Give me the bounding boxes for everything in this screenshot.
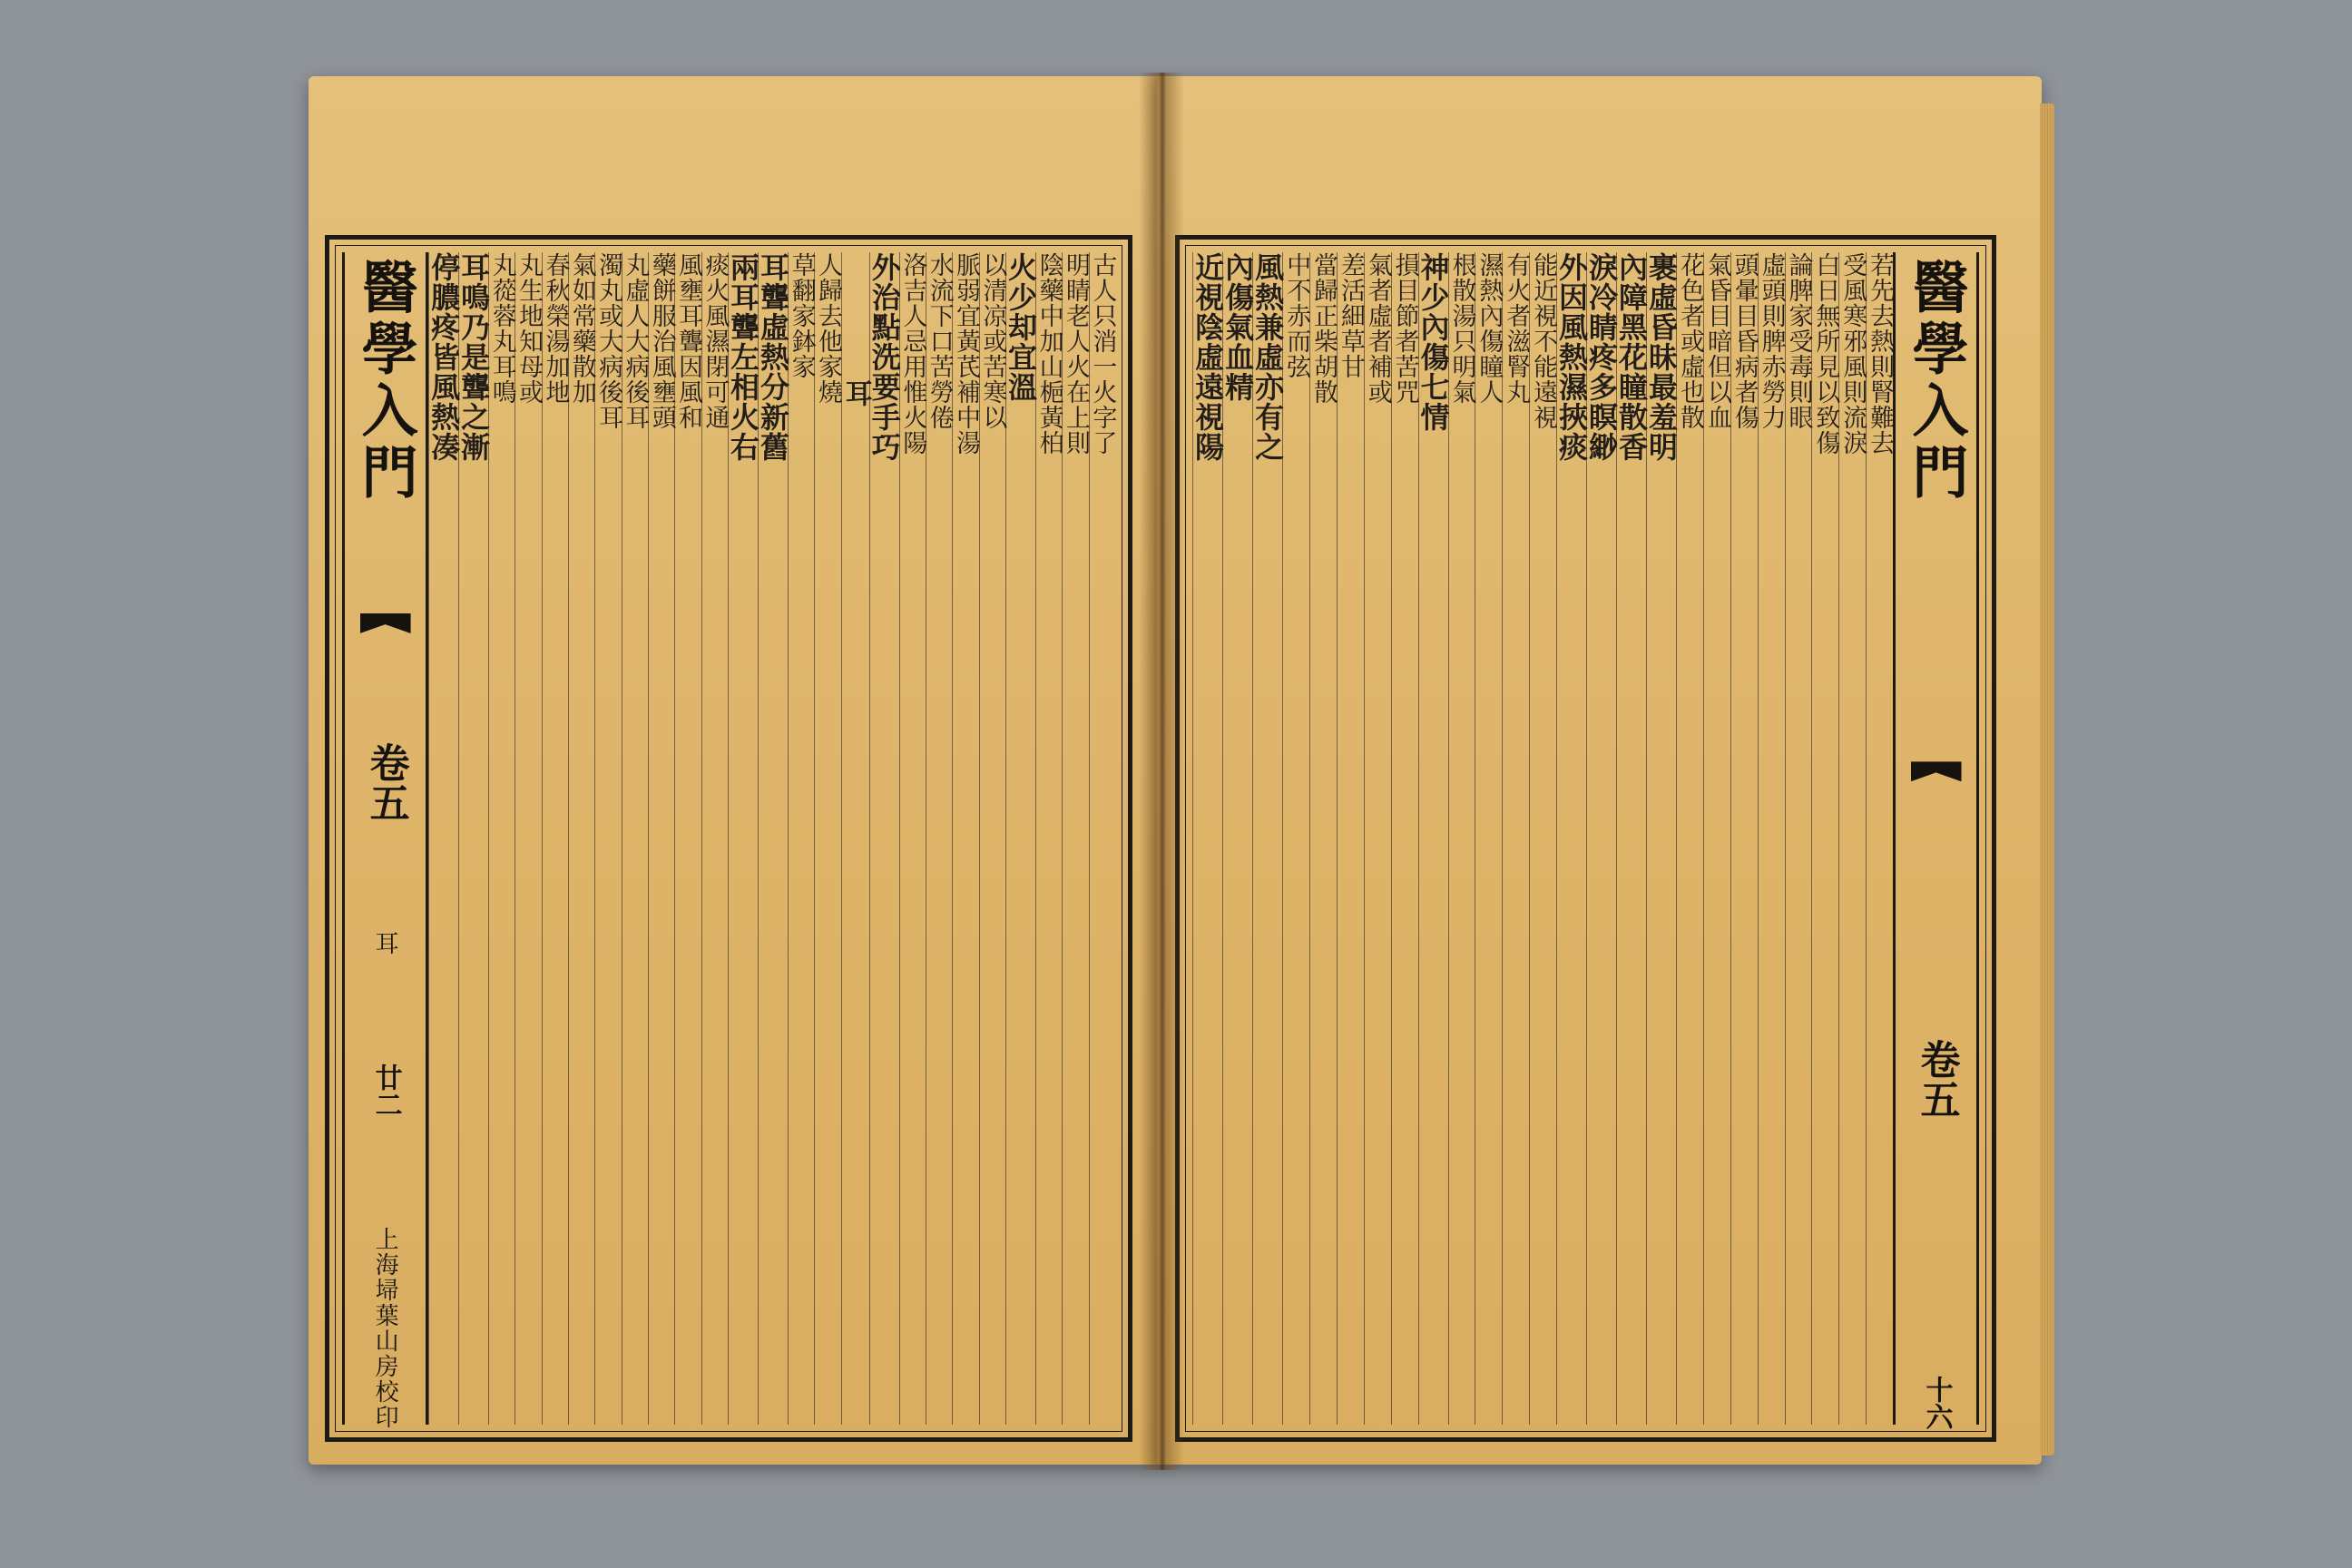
- text-column: [622, 252, 648, 1425]
- column-text: 兩耳聾左相火右: [726, 252, 761, 462]
- text-column: [1035, 252, 1062, 1425]
- text-column: [426, 252, 462, 1425]
- column-text: 水流下口苦勞倦: [925, 252, 954, 430]
- fish-tail-mark: [1911, 761, 1962, 781]
- volume-mark: 卷五: [1913, 1038, 1960, 1119]
- column-text: 外因風熱濕挾痰: [1554, 252, 1589, 462]
- text-column: [1089, 252, 1115, 1425]
- text-column: [1614, 252, 1649, 1425]
- publisher-imprint: 上海埽葉山房校印: [371, 1227, 399, 1430]
- section-heading: 耳: [839, 379, 872, 407]
- text-column: [1475, 252, 1502, 1425]
- text-column: [514, 252, 544, 1425]
- column-text: 有火者滋腎丸: [1502, 252, 1531, 405]
- text-column: [1391, 252, 1418, 1425]
- column-text: 風熱兼虛亦有之: [1250, 252, 1286, 462]
- book-gutter: [1139, 73, 1184, 1470]
- column-text: 氣者虛者補或: [1363, 252, 1392, 405]
- text-column: [926, 252, 952, 1425]
- column-text: 論脾家受毒則眼: [1784, 252, 1813, 430]
- column-text: 草翻家鉢家: [787, 252, 816, 379]
- text-column: [1309, 252, 1337, 1425]
- text-column: [1838, 252, 1866, 1425]
- column-text: 耳鳴乃是聾之漸: [456, 252, 492, 462]
- column-text: 脈弱宜黃芪補中湯: [952, 252, 981, 456]
- text-column: [1758, 252, 1785, 1425]
- column-text: 春秋榮湯加地: [541, 252, 570, 405]
- text-column: [814, 252, 843, 1425]
- book-title: 醫學入門: [1903, 258, 1969, 505]
- page-stack-edge: [2040, 103, 2054, 1455]
- folio-number: 十六: [1920, 1375, 1953, 1430]
- column-text: 虛頭則脾赤勞力: [1757, 252, 1786, 430]
- text-column: [899, 252, 926, 1425]
- text-column: [1703, 252, 1730, 1425]
- section-heading-column: [839, 252, 872, 1425]
- text-column: [1554, 252, 1589, 1425]
- left-page-columns: [342, 252, 1117, 1430]
- column-text: 花色者或虛也散: [1675, 252, 1704, 430]
- column-text: 陰藥中加山梔黃柏: [1034, 252, 1063, 456]
- column-text: 當歸正柴胡散: [1308, 252, 1338, 405]
- column-text: 淚冷睛疼多瞑緲: [1584, 252, 1619, 462]
- text-column: [648, 252, 674, 1425]
- column-text: 濕熱內傷瞳人: [1475, 252, 1504, 405]
- column-text: 丸生地知母或: [514, 252, 544, 405]
- section-mark: 耳: [371, 931, 399, 955]
- fish-tail-mark: [360, 613, 411, 633]
- text-column: [542, 252, 568, 1425]
- text-column: [1529, 252, 1556, 1425]
- left-page-text-frame: [325, 235, 1132, 1442]
- text-column: [756, 252, 791, 1425]
- banner-inner: [345, 252, 426, 1436]
- column-text: 內障黑花瞳散香: [1614, 252, 1649, 462]
- text-column: [1191, 252, 1226, 1425]
- column-text: 根散湯只明氣: [1447, 252, 1476, 405]
- column-text: 洛吉人忌用惟火陽: [898, 252, 927, 456]
- text-column: [952, 252, 981, 1425]
- column-text: 損目節者苦咒: [1390, 252, 1419, 405]
- text-column: [1448, 252, 1475, 1425]
- column-text: 氣如常藥散加: [567, 252, 596, 405]
- column-text: 停膿疼皆風熱凑: [426, 252, 462, 462]
- column-text: 藥餅服治風壅頭: [647, 252, 676, 430]
- column-text: 耳聾虛熱分新舊: [756, 252, 791, 462]
- text-column: [1676, 252, 1703, 1425]
- column-text: 裹虛昏昧最羞明: [1644, 252, 1679, 462]
- text-column: [594, 252, 621, 1425]
- column-text: 丸虛人大病後耳: [621, 252, 650, 430]
- column-text: 神少內傷七情: [1416, 252, 1451, 432]
- text-column: [1364, 252, 1391, 1425]
- text-column: [1502, 252, 1529, 1425]
- column-text: 明睛老人火在上則: [1062, 252, 1090, 456]
- right-page-text-frame: [1175, 235, 1996, 1442]
- book-title: 醫學入門: [352, 258, 419, 505]
- column-text: 痰火風濕閉可通: [701, 252, 730, 430]
- text-column: [1337, 252, 1364, 1425]
- column-text: 近視陰虛遠視陽: [1191, 252, 1226, 462]
- column-text: 差活細草甘: [1336, 252, 1365, 379]
- left-page: [309, 76, 1161, 1465]
- right-page-columns: [1191, 252, 1979, 1430]
- text-column: [867, 252, 902, 1425]
- text-column: [979, 252, 1005, 1425]
- column-text: 以清凉或苦寒以: [978, 252, 1007, 430]
- text-column: [1220, 252, 1256, 1425]
- column-text: 丸蓯蓉丸耳鳴: [487, 252, 516, 405]
- text-column: [568, 252, 594, 1425]
- column-text: 火少却宜溫: [1004, 252, 1039, 402]
- column-text: 氣昏目暗但以血: [1702, 252, 1731, 430]
- column-text: 古人只消一火字了: [1088, 252, 1117, 456]
- left-page-banner: [342, 252, 428, 1430]
- text-column: [1250, 252, 1286, 1425]
- column-text: 能近視不能遠視: [1529, 252, 1558, 430]
- column-text: 受風寒邪風則流淚: [1838, 252, 1867, 456]
- open-book: [309, 64, 2042, 1479]
- text-column: [1062, 252, 1088, 1425]
- right-page-banner: [1893, 252, 1979, 1430]
- column-text: 內傷氣血精: [1220, 252, 1256, 402]
- column-text: 若先去熱則腎難去: [1866, 252, 1895, 456]
- text-column: [1282, 252, 1309, 1425]
- text-column: [456, 252, 492, 1425]
- column-text: 外治點洗要手巧: [867, 252, 902, 462]
- volume-mark: 卷五: [362, 742, 409, 822]
- text-column: [1811, 252, 1838, 1425]
- banner-inner: [1896, 252, 1976, 1436]
- text-column: [701, 252, 728, 1425]
- text-column: [788, 252, 814, 1425]
- column-text: 風壅耳聾因風和: [674, 252, 703, 430]
- text-column: [726, 252, 761, 1425]
- text-column: [1730, 252, 1758, 1425]
- text-column: [1866, 252, 1893, 1425]
- text-column: [1584, 252, 1619, 1425]
- text-column: [1416, 252, 1451, 1425]
- folio-number: 廿二: [369, 1063, 402, 1118]
- column-text: 中不赤而弦: [1282, 252, 1311, 379]
- text-column: [1785, 252, 1812, 1425]
- column-text: 濁丸或大病後耳: [594, 252, 623, 430]
- column-text: 頭暈目昏病者傷: [1730, 252, 1759, 430]
- text-column: [674, 252, 701, 1425]
- text-column: [1644, 252, 1679, 1425]
- right-page: [1157, 76, 2042, 1465]
- column-text: 白日無所見以致傷: [1811, 252, 1840, 456]
- text-column: [1004, 252, 1039, 1425]
- text-column: [488, 252, 514, 1425]
- column-text: 人歸去他家燒: [814, 252, 843, 405]
